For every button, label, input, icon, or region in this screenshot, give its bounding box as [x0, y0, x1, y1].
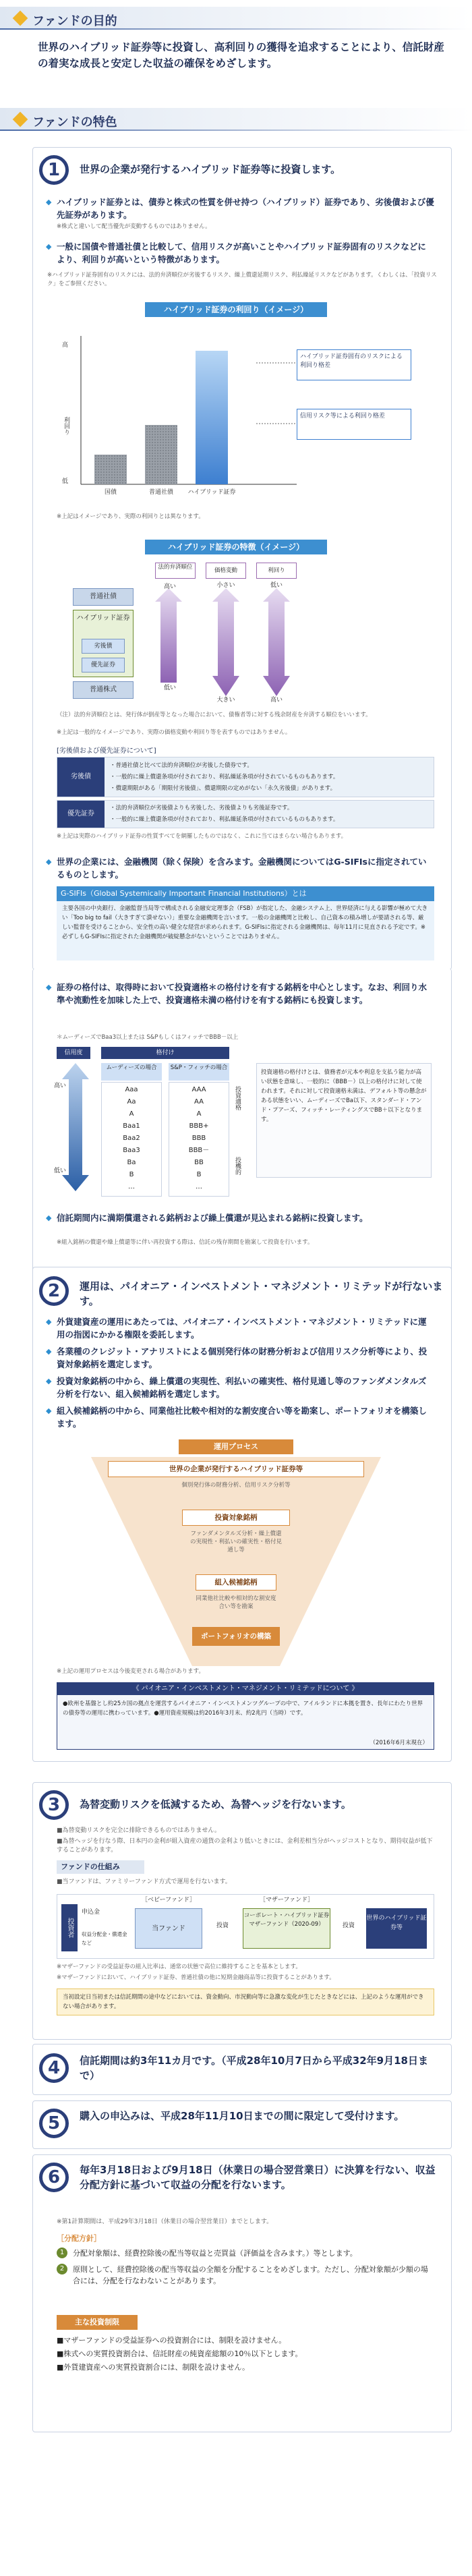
- rating-note: ＊ムーディーズでBaa3以上または S&PもしくはフィッチでBBB－以上: [57, 1034, 239, 1041]
- f3-note-1: ■為替変動リスクを完全に排除できるものではありません。: [57, 1827, 220, 1834]
- row-subordinated: 劣後債: [82, 639, 125, 654]
- f2-bullet-3: ◆ 投資対象銘柄の中から、繰上償還の実現性、利払いの確実性、格付見通し等のファンダメンタルズ分析を行ない、組入候補銘柄を選定します。: [57, 1375, 434, 1400]
- def-preferred-1: ・法的弁済順位が劣後債よりも劣後した、劣後債よりも劣後証券です。: [110, 805, 293, 811]
- callout-hybrid-risk: ハイブリッド証券固有のリスクによる利回り格差: [297, 349, 411, 380]
- moodys-rating-2: A: [129, 1110, 134, 1118]
- yield-low: 低い: [270, 582, 283, 589]
- arrow-subscription: 申込金: [82, 1909, 100, 1916]
- moodys-rating-3: Baa1: [123, 1122, 140, 1130]
- features-chart-note-1: （注）法的弁済順位とは、発行体が倒産等となった場合において、債権者等に対する残余財産を弁済する順位をいいます。: [57, 712, 372, 718]
- def-subordinated-label: 劣後債: [57, 757, 105, 797]
- gsifi-headline: ◆ 世界の企業には、金融機関（除く保険）を含みます。金融機関についてはG-SIFIsに指定されているものとします。: [57, 855, 434, 881]
- feature-5-headline: 購入の申込みは、平成28年11月10日までの間に限定して受付けます。: [80, 2110, 405, 2122]
- mother-fund-box: コーポレート・ハイブリッド証券マザーファンド（2020-09）: [243, 1908, 330, 1949]
- policy-item-2: 原則として、経費控除後の配当等収益の全額を分配することをめざします。ただし、分配対象額が少額の場合には、分配を行なわないことがあります。: [73, 2265, 428, 2285]
- feature-2-headline: 運用は、パイオニア・インベストメント・マネジメント・リミテッドが行ないます。: [80, 1280, 443, 1307]
- bar-label-国債: 国債: [104, 489, 117, 496]
- sp-ratings: [169, 1082, 229, 1197]
- sp-rating-6: BB: [194, 1159, 204, 1166]
- bar-国債: [94, 455, 127, 484]
- manager-about-date: （2016年6月末現在）: [370, 1740, 428, 1746]
- moodys-rating-4: Baa2: [123, 1135, 140, 1142]
- moodys-rating-0: Aaa: [125, 1086, 138, 1093]
- feature-1-headline: 世界の企業が発行するハイブリッド証券等に投資します。: [80, 163, 341, 175]
- feature-4-headline: 信託期間は約3年11カ月です。（平成28年10月7日から平成32年9月18日まで）: [80, 2055, 428, 2082]
- volatility-arrow: [212, 588, 239, 696]
- volatility-large: 大きい: [216, 697, 235, 704]
- rating-headline: ◆ 証券の格付は、取得時において投資適格＊の格付けを有する銘柄を中心とします。なお、利回り水準や流動性を加味した上で、投資適格未満の格付けを有する銘柄にも投資します。: [57, 981, 434, 1006]
- process-note: ※上記の運用プロセスは今後変更される場合があります。: [57, 1668, 204, 1675]
- f1-bullet-1: ◆ ハイブリッド証券とは、債券と株式の性質を併せ持つ（ハイブリッド）証券であり、劣後債および優先証券があります。: [57, 196, 434, 221]
- features-chart-note-2: ※上記は一般的なイメージであり、実際の価格変動や利回り等を表すものではありません。: [57, 729, 291, 736]
- process-funnel: [91, 1457, 381, 1680]
- purpose-header: [0, 7, 472, 30]
- credit-high: 高い: [54, 1083, 67, 1089]
- moodys-rating-7: B: [129, 1171, 134, 1178]
- f2-bullet-2: ◆ 各業種のクレジット・アナリストによる個別発行体の財務分析および信用リスク分析等により、投資対象銘柄を選定します。: [57, 1345, 434, 1371]
- mechanism-desc: ■当ファンドは、ファミリーファンド方式で運用を行ないます。: [57, 1879, 231, 1885]
- feature-3-headline: 為替変動リスクを低減するため、為替ヘッジを行ないます。: [80, 1798, 351, 1810]
- feature-number-2: 2: [39, 1276, 69, 1306]
- row-hybrid: [73, 610, 134, 677]
- process-step-3-note: 同業他社比較や相対的な割安度合い等を勘案: [196, 1595, 276, 1610]
- def-subordinated-2: ・一般的に繰上償還条項が付されており、利払繰延条項が付されているものもあります。: [110, 774, 339, 780]
- col-yield: 利回り: [256, 563, 297, 579]
- baby-fund-box: 当ファンド: [135, 1908, 202, 1949]
- def-preferred-label: 優先証券: [57, 801, 105, 828]
- feature-number-1: 1: [39, 155, 69, 185]
- yield-chart-title: ハイブリッド証券の利回り（イメージ）: [145, 302, 327, 317]
- f2-bullet-1: ◆ 外貨建資産の運用にあたっては、パイオニア・インベストメント・マネジメント・リミテッドに運用の指図にかかる権限を委託します。: [57, 1315, 434, 1341]
- def-preferred-row: [57, 800, 434, 828]
- moodys-rating-1: Aa: [127, 1098, 136, 1106]
- process-step-1: 世界の企業が発行するハイブリッド証券等: [108, 1461, 364, 1477]
- investment-limits-title: 主な投資制限: [57, 2315, 138, 2330]
- feature-number-4: 4: [39, 2053, 69, 2083]
- purpose-text: 世界のハイブリッド証券等に投資し、高利回りの獲得を追求することにより、信託財産の着実な成長と安定した収益の確保をめざします。: [38, 41, 444, 69]
- maturity-headline: ◆ 信託期間内に満期償還される銘柄および繰上償還が見込まれる銘柄に投資します。: [57, 1211, 434, 1224]
- divider: [0, 130, 472, 131]
- maturity-note: ※組入銘柄の償還や繰上償還等に伴い再投資する際は、信託の残存期間を勘案して投資を行います。: [57, 1239, 314, 1246]
- features-header: [0, 108, 472, 131]
- gsifi-body: 主要各国の中央銀行、金融監督当局等で構成される金融安定理事会（FSB）が指定した、金融システム上、世界経済に与える影響が極めて大きい「Too big to fail（大きすぎて潰せない）」重要な金融機関を言います。一般の金融機関と比較し、自己資本の積み増しが要請される等、厳しい監督を受けることから、安全性の高い健全な経営が求められます。G-SIFIsに指定される金融機関は、毎年11月に見直される予定です。※必ずしもG-SIFIsに指定された金融機関が破綻懸念がないということではありません。: [57, 901, 434, 961]
- arrow-distribution: 収益分配金・償還金など: [82, 1931, 127, 1946]
- def-subordinated-3: ・償還期限がある「期限付劣後債」、償還期限の定めがない「永久劣後債」があります。: [110, 785, 336, 792]
- sp-rating-1: AA: [194, 1098, 204, 1106]
- col-priority: 法的弁済順位: [155, 563, 196, 579]
- rating-col-sp: S&P・フィッチの場合: [169, 1063, 229, 1081]
- definitions-title: [劣後債および優先証券について]: [57, 747, 156, 755]
- limit-3: ■外貨建資産への実質投資割合には、制限を設けません。: [57, 2363, 250, 2372]
- def-subordinated-text: [110, 760, 427, 795]
- gsifi-bar: G-SIFIs（Global Systemically Important Financial Institutions）とは: [57, 886, 434, 901]
- manager-about-title: 《 パイオニア・インベストメント・マネジメント・リミテッドについて 》: [57, 1683, 434, 1695]
- rating-h-credit: 信用度: [57, 1047, 90, 1059]
- f1-bullet-2-note: ※ハイブリッド証券固有のリスクには、法的弁済順位が劣後するリスク、繰上償還延期リスク、利払繰延リスクなどがあります。くわしくは、「投資リスク」をご参照ください。: [47, 272, 437, 287]
- priority-high: 高い: [163, 583, 176, 590]
- yield-arrow: [263, 588, 290, 696]
- investment-limits: [57, 2334, 434, 2374]
- def-preferred-2: ・一般的に繰上償還条項が付されており、利払繰延条項が付されているものもあります。: [110, 816, 339, 823]
- volatility-small: 小さい: [216, 582, 235, 589]
- rating-col-moodys: ムーディーズの場合: [101, 1063, 162, 1081]
- invest-arrow-1: 投資: [216, 1922, 229, 1929]
- def-subordinated-1: ・普通社債と比べて法的弁済順位が劣後した債券です。: [110, 762, 253, 769]
- priority-arrow: [155, 588, 182, 683]
- features-title: ファンドの特色: [32, 115, 117, 130]
- f1-bullet-1-note: ※株式と違いして配当優先が変動するものではありません。: [57, 223, 211, 230]
- y-axis-label: 利回り: [63, 417, 69, 435]
- process-title: 運用プロセス: [179, 1439, 293, 1454]
- bar-ハイブリッド証券: [196, 351, 228, 484]
- mother-fund-label: ［マザーファンド］: [259, 1897, 314, 1904]
- moodys-rating-5: Baa3: [123, 1147, 140, 1154]
- feature-6-headline: 毎年3月18日および9月18日（休業日の場合翌営業日）に決算を行ない、収益分配方針に基づいて収益の分配を行ないます。: [80, 2164, 436, 2191]
- process-step-1-note: 個別発行体の財務分析、信用リスク分析等: [181, 1482, 291, 1489]
- moodys-rating-8: …: [128, 1183, 135, 1191]
- sp-rating-5: BBB－: [188, 1147, 210, 1154]
- mechanism-diagram: [57, 1894, 434, 1959]
- diamond-icon: [13, 112, 28, 127]
- credit-low: 低い: [54, 1168, 67, 1174]
- y-high-label: 高: [62, 342, 69, 349]
- policy-num-1-icon: 1: [57, 2248, 67, 2258]
- f6-note: ※第1計算期間は、平成29年3月18日（休業日の場合翌営業日）までとします。: [57, 2219, 273, 2225]
- yield-high: 高い: [270, 697, 283, 704]
- mechanism-note-2: ※マザーファンドにおいて、ハイブリッド証券、普通社債の他に短期金融商品等に投資することがあります。: [57, 1974, 335, 1981]
- row-corporate-bond: 普通社債: [73, 588, 134, 606]
- rating-h-rating: 格付け: [101, 1047, 229, 1059]
- target-assets-box: 世界のハイブリッド証券等: [366, 1908, 427, 1949]
- features-chart-title: ハイブリッド証券の特徴（イメージ）: [145, 540, 327, 554]
- feature-number-6: 6: [39, 2163, 69, 2192]
- feature-5-card: [32, 2100, 452, 2149]
- process-step-2: 投資対象銘柄: [182, 1510, 290, 1526]
- mechanism-note-1: ※マザーファンドの受益証券の組入比率は、通常の状態で高位に維持することを基本とします。: [57, 1964, 301, 1970]
- mechanism-warning: 当初設定日当初または信託期間の途中などにおいては、資金動向、市況動向等に急激な変化が生じたときなどには、上記のような運用ができない場合があります。: [57, 1988, 434, 2015]
- sp-rating-3: BBB+: [189, 1122, 209, 1130]
- moodys-ratings: [101, 1082, 162, 1197]
- mechanism-title: ファンドの仕組み: [57, 1860, 144, 1874]
- feature-number-3: 3: [39, 1790, 69, 1820]
- sp-rating-0: AAA: [191, 1086, 206, 1093]
- row-hybrid-label: ハイブリッド証券: [76, 614, 130, 622]
- def-subordinated-row: [57, 757, 434, 797]
- bar-label-普通社債: 普通社債: [148, 489, 174, 496]
- feature-number-5: 5: [39, 2109, 69, 2138]
- priority-low: 低い: [163, 685, 176, 691]
- divider: [0, 28, 472, 30]
- process-step-3: 組入候補銘柄: [196, 1574, 276, 1591]
- f1-bullet-2: ◆ 一般に国債や普通社債と比較して、信用リスクが高いことやハイブリッド証券固有のリスクなどにより、利回りが高いという特徴があります。: [57, 240, 434, 266]
- sp-rating-2: A: [196, 1110, 202, 1118]
- manager-about-text: ●欧州を基盤とし約25カ国の拠点を運営するパイオニア・インベストメンツグループの中で、アイルランドに本拠を置き、長年にわたり世界の債券等の運用に携わっています。●運用資産規模は約2016年3月末、約2兆円（当時）です。: [63, 1700, 423, 1717]
- invest-arrow-2: 投資: [342, 1922, 355, 1929]
- limit-2: ■株式への実質投資割合は、信託財産の純資産総額の10％以下とします。: [57, 2349, 303, 2358]
- row-preferred: 優先証券: [82, 658, 125, 672]
- rating-description: 投資適格の格付けとは、債務者が元本や利息を支払う能力が高い状態を意味し、一般的に（BBB－）以上の格付けに対して使われます。それに対して投資適格未満は、デフォルト等の懸念がある状態をいい、ムーディーズでBa以下、スタンダード・アンド・プアーズ、フィッチ・レーティングスでBB＋以下となります。: [256, 1063, 432, 1178]
- moodys-rating-6: Ba: [127, 1159, 136, 1166]
- def-preferred-text: [110, 803, 427, 826]
- baby-fund-label: ［ベビーファンド］: [141, 1897, 196, 1904]
- callout-credit-risk: 信用リスク等による利回り格差: [297, 409, 411, 440]
- investment-grade-label: 投資適格: [234, 1086, 241, 1110]
- sp-rating-7: B: [196, 1171, 202, 1178]
- col-volatility: 価格変動: [206, 563, 246, 579]
- f2-bullet-4: ◆ 組入候補銘柄の中から、同業他社比較や相対的な割安度合い等を勘案し、ポートフォリオを構築します。: [57, 1404, 434, 1430]
- bar-普通社債: [145, 425, 177, 484]
- sp-rating-4: BBB: [191, 1135, 206, 1142]
- y-low-label: 低: [62, 478, 69, 485]
- speculative-label: 投機的: [234, 1157, 241, 1175]
- yield-chart-note: ※上記はイメージであり、実際の利回りとは異なります。: [57, 513, 204, 520]
- definitions-note: ※上記は実際のハイブリッド証券の性質すべてを網羅したものではなく、これに当てはまらない場合もあります。: [57, 833, 347, 840]
- f3-note-2: ■為替ヘッジを行なう際、日本円の金利が組入資産の通貨の金利より低いときには、金利差相当分がヘッジコストとなり、期待収益が低下することがあります。: [57, 1838, 433, 1854]
- purpose-title: ファンドの目的: [32, 14, 117, 28]
- policy-item-1: 分配対象額は、経費控除後の配当等収益と売買益（評価益を含みます。）等とします。: [73, 2249, 357, 2258]
- limit-1: ■マザーファンドの受益証券への投資割合には、制限を設けません。: [57, 2336, 287, 2345]
- manager-about: [57, 1682, 434, 1750]
- policy-num-2-icon: 2: [57, 2264, 67, 2274]
- bar-label-ハイブリッド証券: ハイブリッド証券: [187, 489, 236, 496]
- row-common-stock: 普通株式: [73, 681, 134, 699]
- feature-1-card: [32, 147, 452, 970]
- process-step-4: ポートフォリオの構築: [192, 1627, 280, 1646]
- sp-rating-8: …: [196, 1183, 202, 1191]
- investor-box: 投資者: [61, 1904, 78, 1951]
- distribution-policy-title: ［分配方針］: [57, 2234, 101, 2243]
- distribution-policy: [57, 2248, 434, 2307]
- process-step-2-note: ファンダメンタルズ分析・繰上償還の実現性・利払いの確実性・格付見通し等: [189, 1530, 282, 1553]
- diamond-icon: [13, 11, 28, 26]
